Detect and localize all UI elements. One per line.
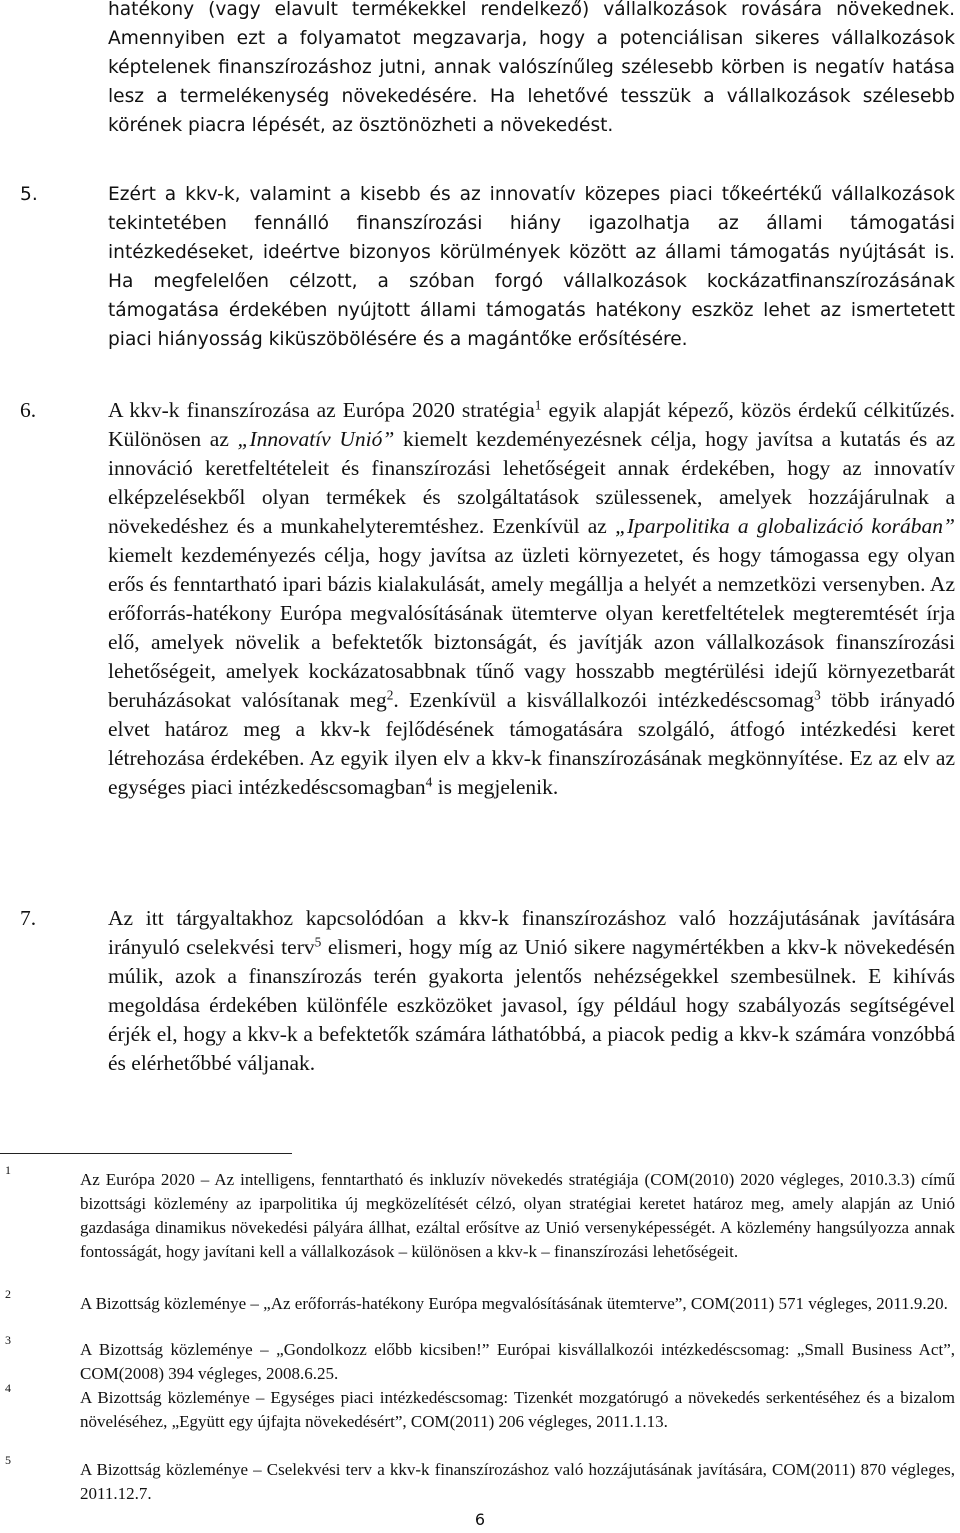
paragraph-6 [20,396,955,802]
paragraph-number: 6. [20,398,37,422]
footnote-text: A Bizottság közleménye – Egységes piaci intézkedéscsomag: Tizenkét mozgatórugó a növekedés serkentéséhez és a bizalom növeléséhez, „Együtt egy újfajta növekedésért”, COM(2011) 206 végleges, 2011.1.13. [80,1388,955,1431]
intro-paragraph: hatékony (vagy elavult termékekkel rendelkező) vállalkozások rovására növekednek. Amennyiben ezt a folyamatot megzavarja, hogy a potenciálisan sikeres vállalkozások képtelenek finanszírozáshoz jutni, annak valószínűleg szélesebb körben is negatív hatása lesz a termelékenység növekedésére. Ha lehetővé tesszük a vállalkozások szélesebb körének piacra lépését, az ösztönözheti a növekedést. [108,0,955,136]
footnote-text: A Bizottság közleménye – „Gondolkozz előbb kicsiben!” Európai kisvállalkozói intézkedéscsomag: „Small Business Act”, COM(2008) 394 végleges, 2008.6.25. [80,1340,955,1383]
footnote-ref-3[interactable]: 3 [814,687,821,703]
footnote-1 [0,1163,960,1264]
footnote-text: Az Európa 2020 – Az intelligens, fenntartható és inkluzív növekedés stratégiája (COM(2010) 2020 végleges, 2010.3.3) című bizottsági közlemény az iparpolitika új megközelítését célzó, olyan stratégiai keretet határoz meg, amely alapján az Unió gazdasága dinamikus növekedési pályára állhat, ezáltal erősítve az Unió versenyképességét. A közlemény hangsúlyozza annak fontosságát, hogy javítani kell a vállalkozások – különösen a kkv-k – finanszírozási lehetőségeit. [80,1170,955,1261]
footnote-ref-4[interactable]: 4 [425,774,433,790]
paragraph-text: Az itt tárgyaltakhoz kapcsolódóan a kkv-k finanszírozáshoz való hozzájutásának javítására irányuló cselekvési terv$^5$ elismeri, hogy míg az Unió sikere nagymértékben a kkv-k növekedésén múlik, azok a finanszírozás terén gyakorta jelentős nehézségekkel szembesülnek. E kihívás megoldása érdekében különféle eszközöket javasol, így például hogy szabályozás segítségével érjék el, hogy a kkv-k a befektetők számára láthatóbbá, a piacok pedig a kkv-k számára vonzóbbá és elérhetőbbé váljanak. [108,906,955,1075]
footnote-separator [0,1153,292,1154]
footnote-4 [0,1381,960,1434]
footnote-2 [0,1287,960,1316]
footnote-3 [0,1333,960,1386]
footnote-5 [0,1453,960,1506]
page-number: 6 [474,1510,486,1529]
footnote-text: A Bizottság közleménye – Cselekvési terv a kkv-k finanszírozáshoz való hozzájutásának javítására, COM(2011) 870 végleges, 2011.12.7. [80,1460,955,1503]
paragraph-7 [20,904,955,1078]
paragraph-5 [20,180,955,354]
footnote-number: 2 [5,1287,11,1301]
initiative-title: „Iparpolitika a globalizáció korában” [615,514,956,538]
footnote-number: 1 [5,1163,11,1177]
paragraph-number: 5. [20,184,38,205]
footnote-ref-5[interactable]: 5 [314,934,322,950]
footnote-number: 3 [5,1333,11,1347]
initiative-title: „Innovatív Unió” [237,427,395,451]
footnote-number: 5 [5,1453,11,1467]
footnote-text: A Bizottság közleménye – „Az erőforrás-hatékony Európa megvalósításának ütemterve”, COM(2011) 571 végleges, 2011.9.20. [80,1294,948,1313]
footnote-number: 4 [5,1381,11,1395]
footnote-ref-2[interactable]: 2 [386,687,394,703]
footnote-ref-1[interactable]: 1 [534,397,542,413]
paragraph-number: 7. [20,906,37,930]
paragraph-text: A kkv-k finanszírozása az Európa 2020 stratégia$^1$ egyik alapját képező, közös érdekű célkitűzés. Különösen az „Innovatív Unió” kiemelt kezdeményezésnek célja, hogy javítsa a kutatás és az innováció keretfeltételeit és finanszírozási lehetőségeit annak érdekében, hogy az innovatív elképzelésekből olyan termékek és szolgáltatások szülessenek, amelyek hozzájárulnak a növekedéshez és a munkahelyteremtéshez. Ezenkívül az „Iparpolitika a globalizáció korában” kiemelt kezdeményezés célja, hogy javítsa az üzleti környezetet, és hogy támogassa egy olyan erős és fenntartható ipari bázis kialakulását, amely megállja a helyét a nemzetközi versenyben. Az erőforrás-hatékony Európa megvalósításának ütemterve olyan keretfeltételek megteremtését írja elő, amelyek növelik a befektetők biztonságát, és javítják azon vállalkozások finanszírozási lehetőségeit, amelyek kockázatosabbnak tűnő vagy hosszabb megtérülési idejű környezetbarát beruházásokat valósítanak meg$^2$. Ezenkívül a kisvállalkozói intézkedéscsomag$^3$ több irányadó elvet határoz meg a kkv-k fejlődésének támogatására szolgáló, átfogó intézkedési keret létrehozása érdekében. Az egyik ilyen elv a kkv-k finanszírozásának megkönnyítése. Ez az elv az egységes piaci intézkedéscsomagban$^4$ is megjelenik. [108,397,956,799]
paragraph-text: Ezért a kkv-k, valamint a kisebb és az innovatív közepes piaci tőkeértékű vállalkozások tekintetében fennálló finanszírozási hiány igazolhatja az állami támogatási intézkedéseket, ideértve bizonyos körülmények között az állami támogatás nyújtását is. Ha megfelelően célzott, a szóban forgó vállalkozások kockázatfinanszírozásának támogatása érdekében nyújtott állami támogatás hatékony eszköz lehet az ismertetett piaci hiányosság kiküszöbölésére és a magántőke erősítésére. [108,184,955,350]
